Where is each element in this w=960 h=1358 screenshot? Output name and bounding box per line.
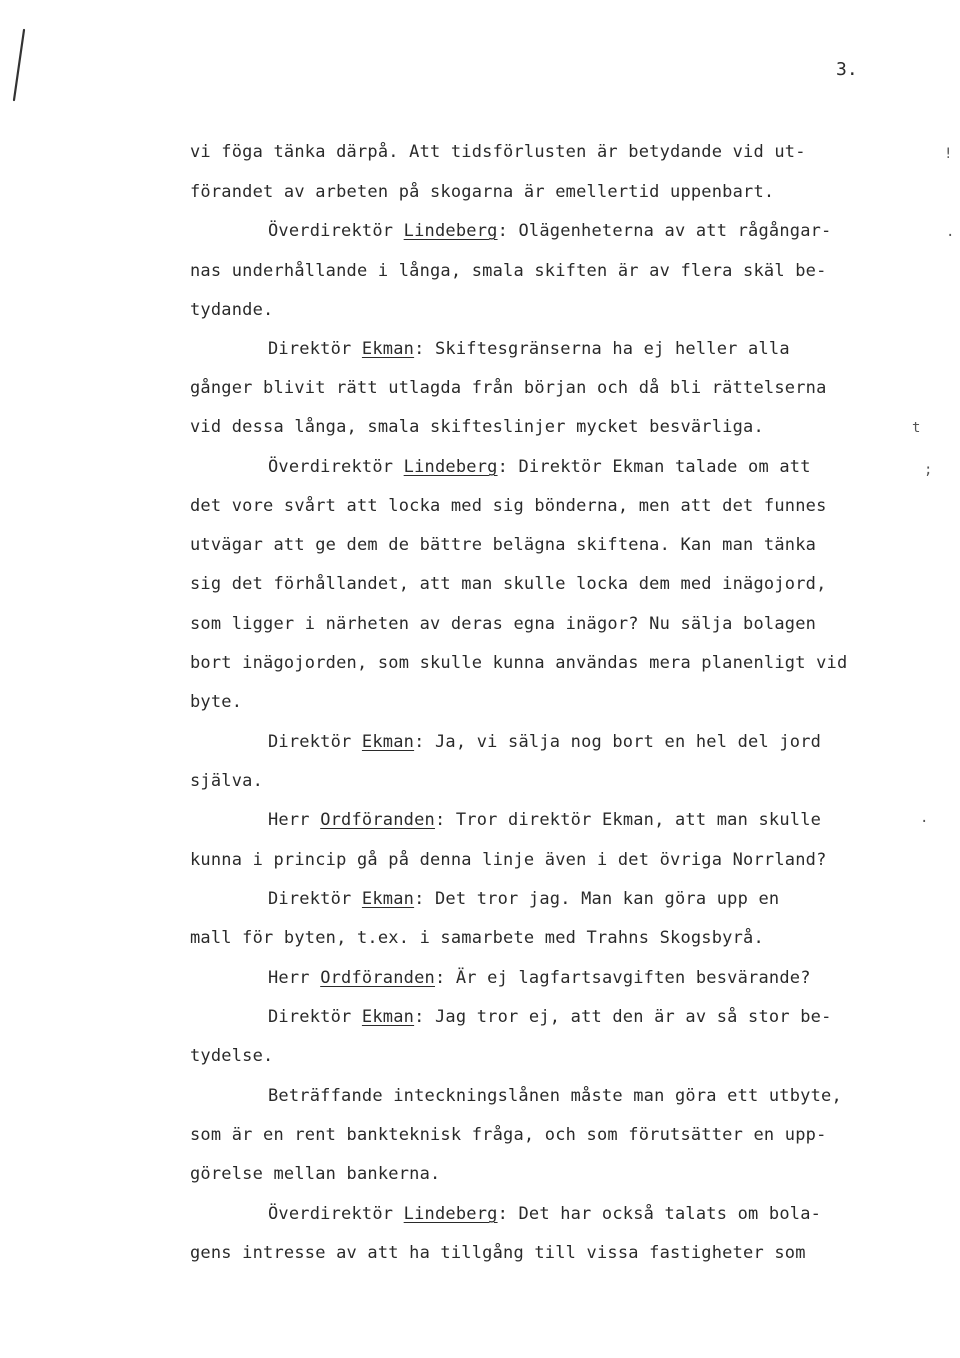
speaker-name: Ekman <box>361 889 415 909</box>
text-line: bort inägojorden, som skulle kunna användas mera planenligt vid <box>190 653 848 673</box>
speaker-title: Direktör <box>268 339 362 359</box>
speech-text: Tror direktör Ekman, att man skulle <box>445 810 822 830</box>
speaker-colon: : <box>497 221 509 241</box>
text-line: tydande. <box>190 300 274 320</box>
text-line: vid dessa långa, smala skifteslinjer mycket besvärliga. <box>190 417 764 437</box>
speech-text: Är ej lagfartsavgiften besvärande? <box>445 968 811 988</box>
speaker-line <box>268 1202 821 1226</box>
speaker-line <box>268 730 821 754</box>
edge-mark: ! <box>944 146 953 162</box>
speech-text: Direktör Ekman talade om att <box>508 457 811 477</box>
speaker-name: Ekman <box>361 732 415 752</box>
speaker-colon: : <box>434 810 446 830</box>
speaker-name: Ordföranden <box>320 968 435 988</box>
text-line: förandet av arbeten på skogarna är emellertid uppenbart. <box>190 182 775 202</box>
text-line: görelse mellan bankerna. <box>190 1164 441 1184</box>
speaker-line <box>268 219 832 243</box>
speaker-title: Herr <box>268 810 321 830</box>
text-line: själva. <box>190 771 264 791</box>
page-number: 3. <box>836 59 858 80</box>
edge-mark: t <box>912 420 921 436</box>
speaker-line <box>268 887 779 911</box>
text-line: mall för byten, t.ex. i samarbete med Trahns Skogsbyrå. <box>190 928 764 948</box>
speaker-colon: : <box>414 889 425 909</box>
text-line: utvägar att ge dem de bättre belägna skiftena. Kan man tänka <box>190 535 817 555</box>
speaker-title: Direktör <box>268 732 362 752</box>
speaker-name: Ekman <box>361 1007 415 1027</box>
speech-text: Det har också talats om bola- <box>508 1204 822 1224</box>
speaker-title: Direktör <box>268 889 362 909</box>
speech-text: Olägenheterna av att rågångar- <box>508 221 832 241</box>
edge-mark: · <box>920 814 929 830</box>
text-line: det vore svårt att locka med sig bönderna, men att det funnes <box>190 496 827 516</box>
text-line: Beträffande inteckningslånen måste man göra ett utbyte, <box>268 1086 842 1106</box>
speaker-title: Direktör <box>268 1007 362 1027</box>
speech-text: Skiftesgränserna ha ej heller alla <box>424 339 790 359</box>
text-line: byte. <box>190 692 243 712</box>
text-line: som ligger i närheten av deras egna inägor? Nu sälja bolagen <box>190 614 817 634</box>
edge-mark: . <box>946 224 955 240</box>
speaker-name: Ekman <box>361 339 415 359</box>
margin-pen-stroke <box>0 0 40 110</box>
speaker-colon: : <box>414 732 425 752</box>
text-line: gens intresse av att ha tillgång till vissa fastigheter som <box>190 1243 806 1263</box>
speaker-colon: : <box>497 457 509 477</box>
speaker-name: Lindeberg <box>403 1204 498 1224</box>
edge-mark: ; <box>924 462 933 478</box>
text-line: nas underhållande i långa, smala skiften är av flera skäl be- <box>190 261 827 281</box>
text-line: sig det förhållandet, att man skulle locka dem med inägojord, <box>190 574 827 594</box>
speaker-colon: : <box>414 1007 425 1027</box>
speaker-name: Lindeberg <box>403 221 498 241</box>
speaker-colon: : <box>434 968 446 988</box>
speaker-title: Herr <box>268 968 321 988</box>
speaker-line <box>268 1005 832 1029</box>
speech-text: Ja, vi sälja nog bort en hel del jord <box>424 732 822 752</box>
speaker-title: Överdirektör <box>268 221 404 241</box>
speaker-line <box>268 966 811 990</box>
speech-text: Det tror jag. Man kan göra upp en <box>424 889 780 909</box>
text-line: kunna i princip gå på denna linje även i det övriga Norrland? <box>190 850 827 870</box>
text-line: som är en rent bankteknisk fråga, och som förutsätter en upp- <box>190 1125 827 1145</box>
text-line: vi föga tänka därpå. Att tidsförlusten är betydande vid ut- <box>190 142 806 162</box>
speech-text: Jag tror ej, att den är av så stor be- <box>424 1007 832 1027</box>
speaker-title: Överdirektör <box>268 457 404 477</box>
speaker-line <box>268 808 821 832</box>
speaker-colon: : <box>497 1204 509 1224</box>
text-line: tydelse. <box>190 1046 274 1066</box>
speaker-line <box>268 337 790 361</box>
speaker-line <box>268 455 811 479</box>
speaker-name: Ordföranden <box>320 810 435 830</box>
speaker-title: Överdirektör <box>268 1204 404 1224</box>
speaker-name: Lindeberg <box>403 457 498 477</box>
speaker-colon: : <box>414 339 425 359</box>
text-line: gånger blivit rätt utlagda från början och då bli rättelserna <box>190 378 827 398</box>
